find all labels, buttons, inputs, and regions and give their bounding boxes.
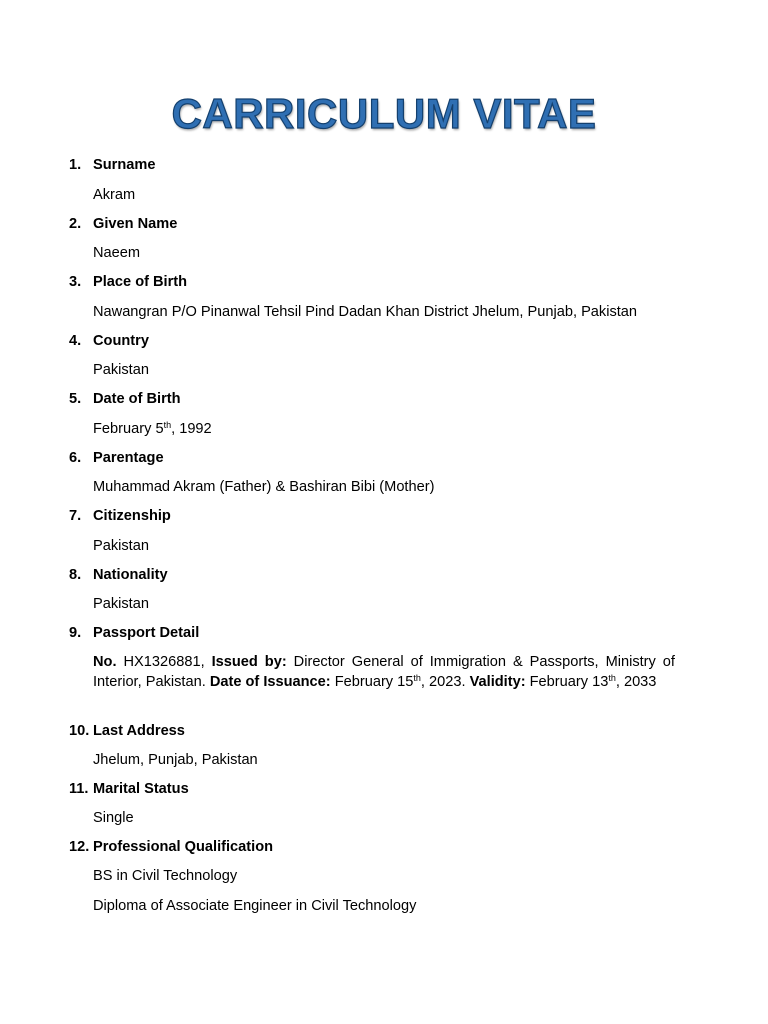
item-label: Given Name	[93, 216, 178, 232]
item-number: 6.	[69, 450, 82, 466]
item-label: Date of Birth	[93, 391, 181, 407]
item-label: Surname	[93, 157, 156, 173]
passport-issuance-date: February 15	[330, 673, 414, 690]
cv-item-country-value: Pakistan	[93, 362, 149, 378]
cv-item-given-name-value: Naeem	[93, 245, 141, 261]
item-number: 2.	[69, 216, 82, 232]
dob-text: February 5	[93, 421, 164, 437]
item-label: Passport Detail	[93, 625, 200, 641]
cv-item-marital-status-heading	[69, 780, 189, 800]
item-number: 1.	[69, 157, 82, 173]
item-number: 9.	[69, 625, 82, 641]
cv-item-date-of-birth-heading	[69, 390, 181, 410]
item-number: 11.	[69, 781, 89, 797]
passport-issued-label: Issued by:	[211, 654, 287, 670]
cv-item-marital-status-value: Single	[93, 810, 134, 826]
cv-item-last-address-heading	[69, 722, 185, 742]
item-number: 10.	[69, 723, 90, 739]
item-number: 12.	[69, 839, 90, 855]
cv-item-citizenship-value: Pakistan	[93, 538, 149, 554]
passport-issuance-label: Date of Issuance:	[209, 673, 331, 690]
cv-item-nationality-heading	[69, 566, 168, 586]
document-title: CARRICULUM VITAE	[171, 90, 597, 137]
passport-issuance-ordinal: th	[413, 672, 421, 683]
item-number: 8.	[69, 567, 82, 583]
item-label: Country	[93, 333, 149, 349]
cv-item-place-of-birth-value: Nawangran P/O Pinanwal Tehsil Pind Dadan Khan District Jhelum, Punjab, Pakistan	[93, 304, 638, 320]
item-label: Marital Status	[93, 781, 189, 797]
item-number: 3.	[69, 274, 82, 290]
cv-item-country-heading	[69, 332, 149, 352]
passport-validity-ordinal: th	[608, 672, 616, 683]
item-number: 4.	[69, 333, 82, 349]
cv-item-qualification-heading	[69, 838, 273, 858]
item-label: Place of Birth	[93, 274, 188, 290]
passport-no-label: No.	[93, 654, 117, 670]
item-label: Citizenship	[93, 508, 171, 524]
passport-validity-year: , 2033	[615, 673, 657, 690]
cv-item-place-of-birth-heading	[69, 273, 187, 293]
dob-ordinal: th	[163, 420, 172, 430]
item-number: 5.	[69, 391, 82, 407]
cv-item-given-name-heading	[69, 215, 177, 235]
cv-item-surname-heading	[69, 156, 155, 176]
passport-validity-label: Validity:	[469, 673, 526, 690]
item-label: Parentage	[93, 450, 164, 466]
passport-no-value: HX1326881,	[116, 654, 212, 670]
passport-validity-date: February 13	[525, 673, 609, 690]
passport-issuance-year: , 2023.	[420, 673, 470, 690]
item-label: Last Address	[93, 723, 185, 739]
item-number: 7.	[69, 508, 82, 524]
cv-item-passport-value	[93, 653, 675, 692]
cv-item-citizenship-heading	[69, 507, 171, 527]
cv-item-date-of-birth-value	[93, 420, 675, 440]
cv-item-passport-heading	[69, 624, 199, 644]
cv-item-parentage-heading	[69, 449, 164, 469]
passport-issued-value: Director General of Immigration & Passports, Ministry of Interior, Pakistan.	[93, 654, 675, 690]
cv-item-nationality-value: Pakistan	[93, 596, 149, 612]
item-label: Nationality	[93, 567, 168, 583]
cv-item-parentage-value: Muhammad Akram (Father) & Bashiran Bibi (Mother)	[93, 479, 435, 495]
cv-item-last-address-value: Jhelum, Punjab, Pakistan	[93, 752, 258, 768]
dob-year: , 1992	[171, 421, 212, 437]
item-label: Professional Qualification	[93, 839, 274, 855]
cv-item-surname-value: Akram	[93, 187, 136, 203]
cv-item-qualification-value-2: Diploma of Associate Engineer in Civil Technology	[93, 898, 417, 914]
cv-item-qualification-value-1: BS in Civil Technology	[93, 868, 238, 884]
